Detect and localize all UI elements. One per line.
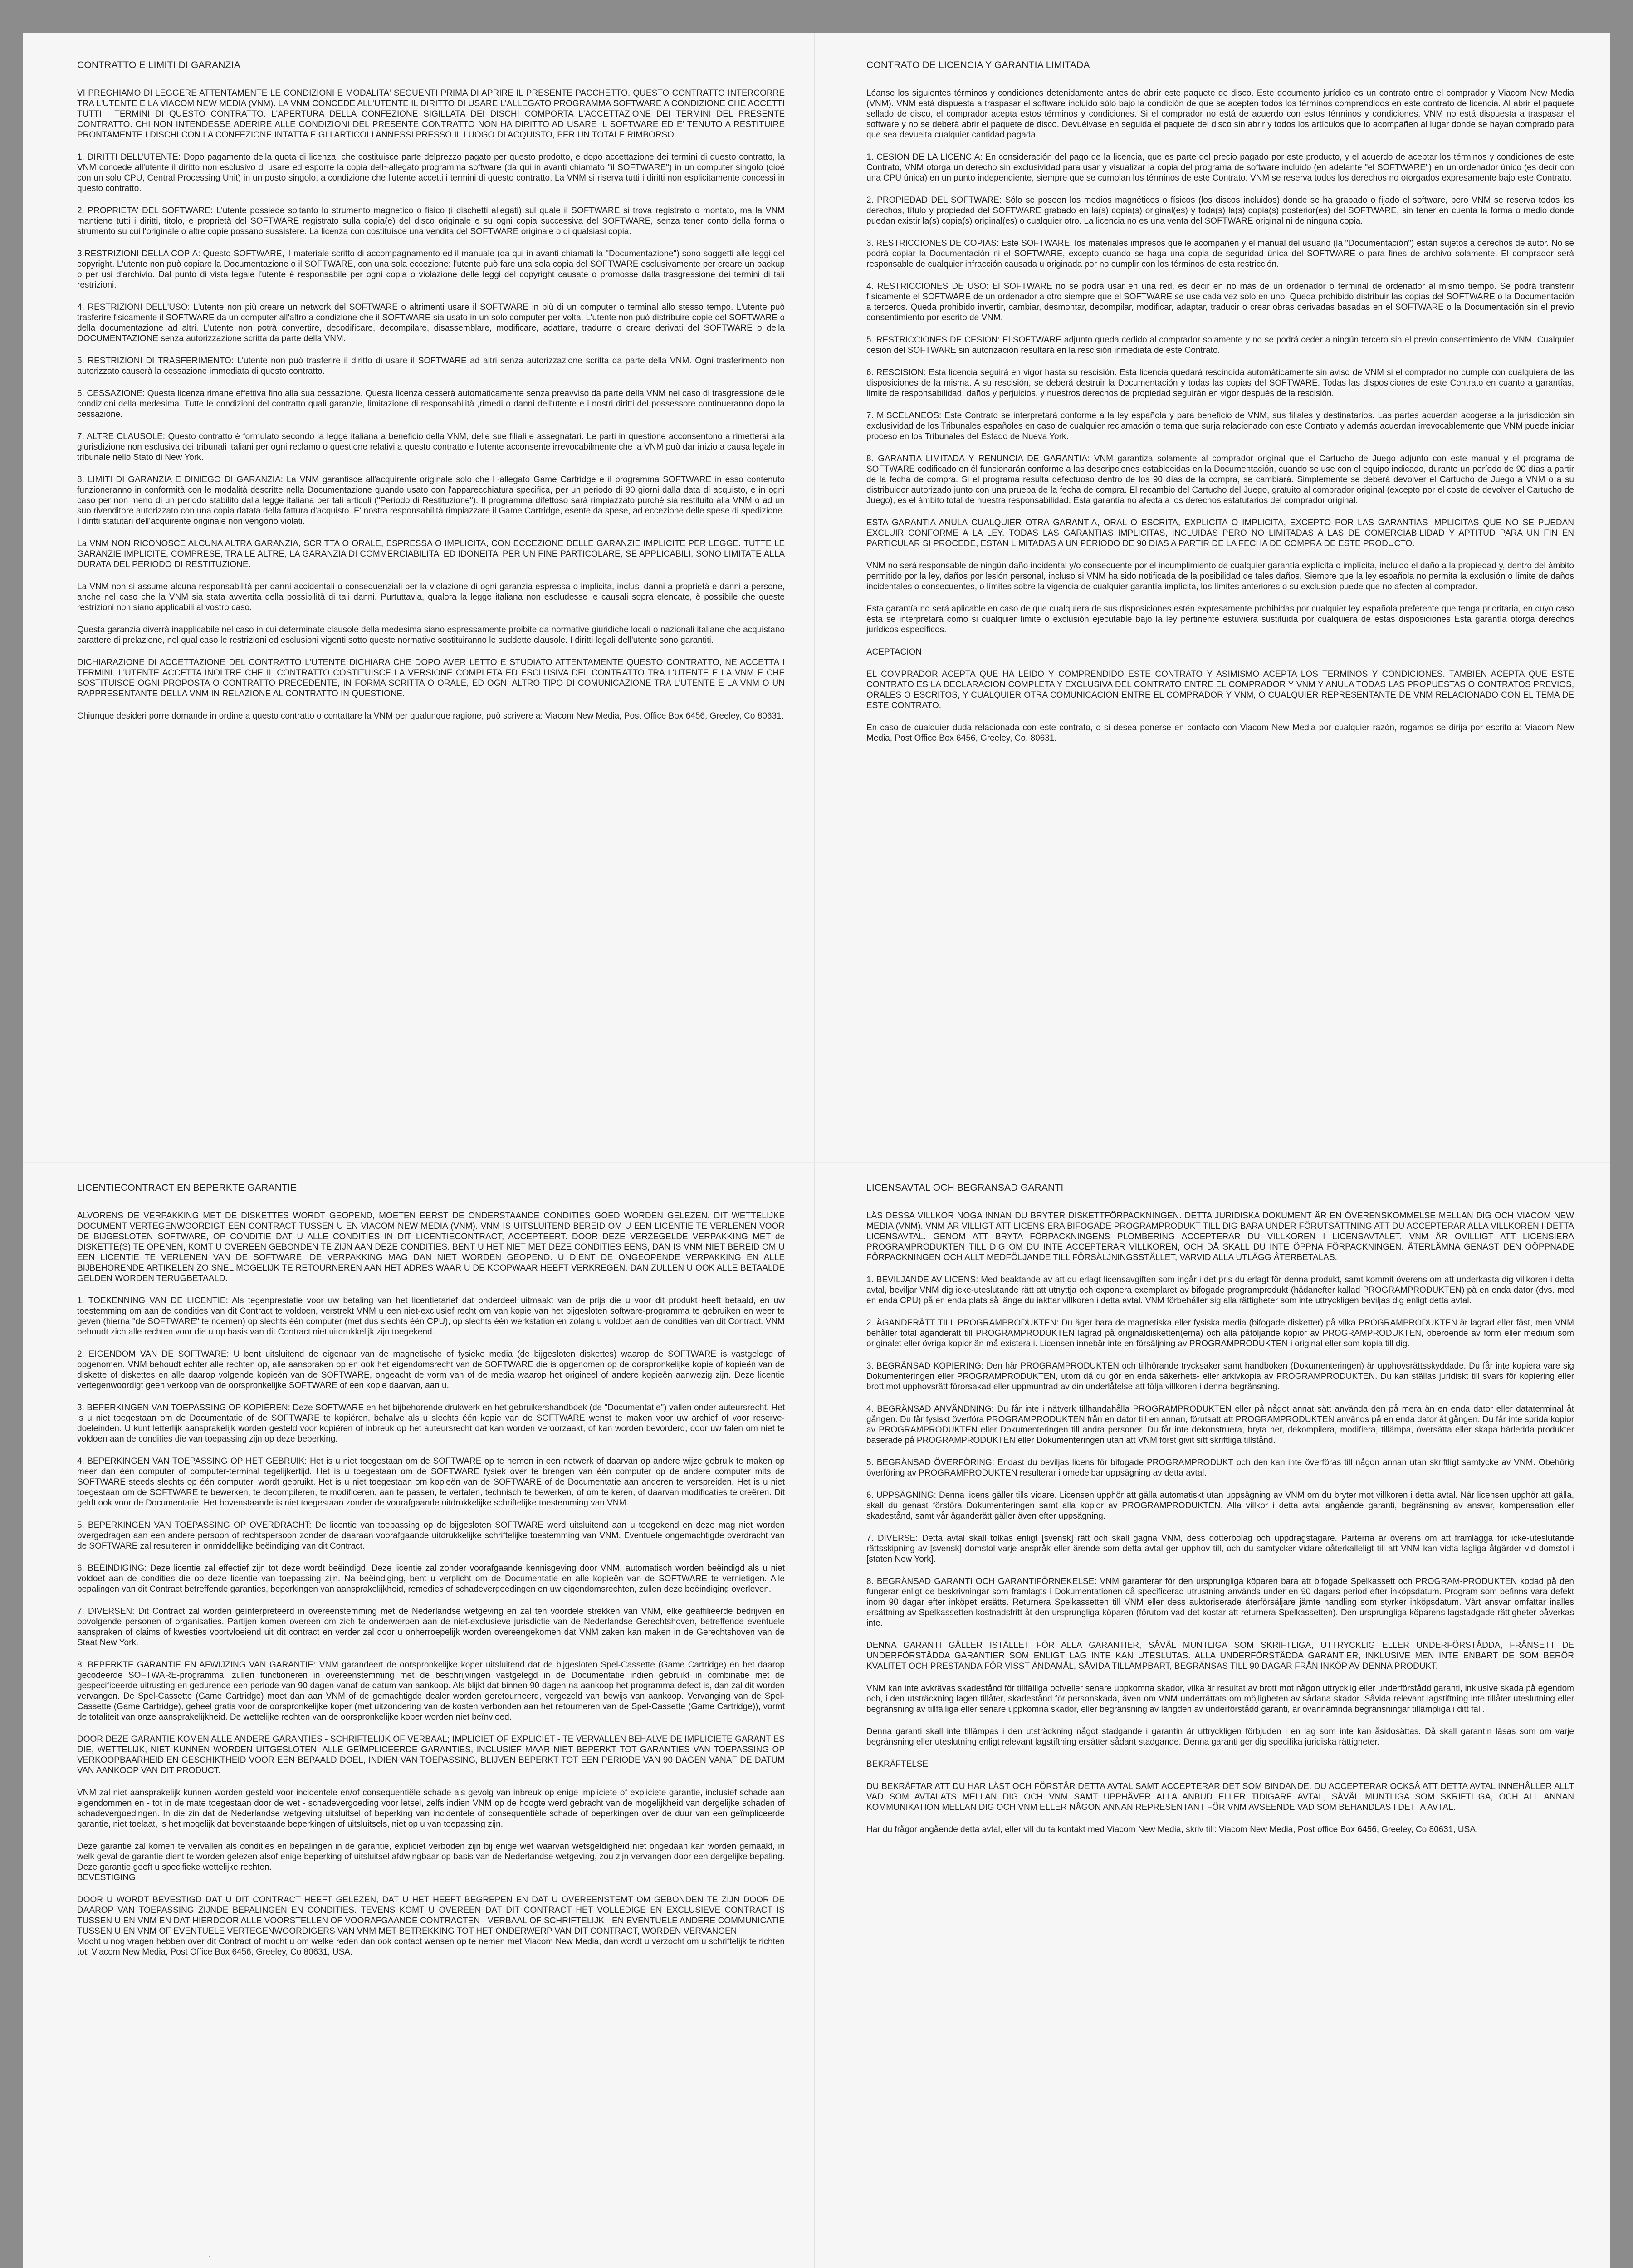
paragraph: ALVORENS DE VERPAKKING MET DE DISKETTES WORDT GEOPEND, MOETEN EERST DE ONDERSTAANDE CONDITIES GOED WORDEN GELEZEN. DIT WETTELIJKE DOCUMENT VERTEGENWOORDIGT EEN CONTRACT TUSSEN U EN VIACOM NEW MEDIA (VNM). VNM IS UITSLUITEND BEREID OM U EEN LICENTIE TE VERLENEN VOOR DE BIJGESLOTEN SOFTWARE, OP CONDITIE DAT U ALLE CONDITIES IN DIT LICENTIECONTRACT, ACCEPTEERT. DOOR DEZE VERZEGELDE VERPAKKING MET de DISKETTE(S) TE OPENEN, KOMT U OVEREEN GEBONDEN TE ZIJN AAN DEZE CONDITIES. BENT U HET NIET MET DEZE CONDITIES EENS, DAN IS VNM NIET BEREID OM U EEN LICENTIE TE VERLENEN VAN DE SOFTWARE. DE VERPAKKING MAG DAN NIET WORDEN GEOPEND. U DIENT DE ONGEOPENDE VERPAKKING EN ALLE BIJBEHORENDE ARTIKELEN ZO SNEL MOGELIJK TE RETOURNEREN AAN HET ADRES WAAR U DE KOOPWAAR HEEFT VERKREGEN. DAN ZULLEN U OOK ALLE BETAALDE GELDEN WORDEN TERUGBETAALD.	[77, 1211, 785, 1283]
paragraph: DOOR DEZE GARANTIE KOMEN ALLE ANDERE GARANTIES - SCHRIFTELIJK OF VERBAAL; IMPLICIET OF EXPLICIET - TE VERVALLEN BEHALVE DE IMPLICIETE GARANTIES DIE, WETTELIJK, NIET KUNNEN WORDEN UITGESLOTEN. ALLE GEÏMPLICEERDE GARANTIES, INCLUSIEF MAAR NIET BEPERKT TOT GARANTIES VAN TOEPASSING OP VERKOOPBAARHEID EN GESCHIKTHEID VOOR EEN BEPAALD DOEL, INDIEN VAN TOEPASSING, BLIJVEN BEPERKT TOT EEN PERIODE VAN 90 DAGEN VANAF DE DATUM VAN AANKOOP VAN DIT PRODUCT.	[77, 1735, 785, 1775]
paragraph: La VNM NON RICONOSCE ALCUNA ALTRA GARANZIA, SCRITTA O ORALE, ESPRESSA O IMPLICITA, CON ECCEZIONE DELLE GARANZIE IMPLICITE PER LEGGE. TUTTE LE GARANZIE IMPLICITE, COMPRESE, TRA LE ALTRE, LA GARANZIA DI COMMERCIABILITA' ED IDONEITA' PER UN FINE PARTICOLARE, SE APPLICABILI, SONO LIMITATE ALLA DURATA DEL PERIODO DI RESTITUZIONE.	[77, 539, 785, 569]
paragraph: 3.RESTRIZIONI DELLA COPIA: Questo SOFTWARE, il materiale scritto di accompagnamento ed il manuale (da qui in avanti chiamati la "Documentazione") sono soggetti alle leggi del copyright. L'utente non può copiare la Documentazione o il SOFTWARE, con una sola eccezione: l'utente può fare una sola copia del SOFTWARE esclusivamente per creare un backup o per usi d'archivio. Dal punto di vista legale l'utente è responsabile per ogni copia o violazione delle leggi del copyright causate o promosse dalla trasgressione dei termini di tali restrizioni.	[77, 249, 785, 290]
paragraph: 4. BEPERKINGEN VAN TOEPASSING OP HET GEBRUIK: Het is u niet toegestaan om de SOFTWARE op te nemen in een netwerk of daarvan op andere wijze gebruik te maken op meer dan één computer of computer-terminal tegelijkertijd. Het is u toegestaan om de SOFTWARE fysiek over te brengen van één computer op de andere computer mits de SOFTWARE steeds slechts op één computer, wordt gebruikt. Het is u niet toegestaan om kopieën van de SOFTWARE of de Documentatie aan anderen te verspreiden. Het is u niet toegestaan om de SOFTWARE te bewerken, te decompileren, te modificeren, aan te passen, te vertalen, technisch te bewerken, of om te keren, of daarvan modificaties te creëren. Dit geldt ook voor de Documentatie. Het bovenstaande is niet toegestaan zonder de voorafgaande uitdrukkelijke schriftelijke toestemming van VNM.	[77, 1457, 785, 1508]
paragraph: 7. MISCELANEOS: Este Contrato se interpretará conforme a la ley española y para beneficio de VNM, sus filiales y destinatarios. Las partes acuerdan acogerse a la jurisdicción sin exclusividad de los Tribunales españoles en caso de cualquier reclamación o tema que surja relacionado con este Contrato y además acuerdan irrevocablemente que VNM puede iniciar proceso en los Tribunales del Estado de Nueva York.	[866, 411, 1574, 441]
paragraph: 3. RESTRICCIONES DE COPIAS: Este SOFTWARE, los materiales impresos que le acompañen y el manual del usuario (la "Documentación") están sujetos a derechos de autor. No se podrá copiar la Documentación ni el SOFTWARE, excepto cuando se haga una copia de seguridad única del SOFTWARE o para fines de archivo solamente. El comprador será responsable de cualquier infracción causada u originada por no cumplir con los términos de esta restricción.	[866, 239, 1574, 269]
paragraph: 8. BEGRÄNSAD GARANTI OCH GARANTIFÖRNEKELSE: VNM garanterar för den ursprungliga köparen bara att bifogade Spelkassett och PROGRAM-PRODUKTEN kodad på den fungerar enligt de beskrivningar som framlagts i Dokumentationen då specificerad utrustning används under en 90 dagars period efter inköpsdatum. Program som befinns vara defekt inom 90 dagar efter inköpet ersätts. Returnera Spelkassetten till VNM eller dess auktoriserade återförsäljare jämte handling som styrker inköpsdatum. Vårt ansvar omfattar inalles ersättning av Spelkassetten kostnadsfritt åt den ursprungliga köparen (förutom vad det kostar att returnera Spelkassetten). Den ursprungliga köparens lagstadgade rättigheter påverkas inte.	[866, 1577, 1574, 1628]
paragraph: Deze garantie zal komen te vervallen als condities en bepalingen in de garantie, expliciet verboden zijn bij enige wet waarvan wetsgeldigheid niet ongedaan kan worden gemaakt, in welk geval de garantie dient te worden gelezen alsof enige beperking of uitsluitsel afdwingbaar op basis van de Nederlandse wetgeving, zou zijn vervangen door een dergelijke bepaling. Deze garantie geeft u specifieke wettelijke rechten. BEVESTIGING	[77, 1842, 785, 1882]
paragraph: 6. CESSAZIONE: Questa licenza rimane effettiva fino alla sua cessazione. Questa licenza cesserà automaticamente senza preavviso da parte della VNM nel caso di trasgressione delle condizioni della medesima. Tutte le condizioni del contratto quali garanzie, limitazione di responsabilità ,rimedi o danni dell'utente e i nostri diritti del possessore continueranno dopo la cessazione.	[77, 389, 785, 419]
paragraph: ESTA GARANTIA ANULA CUALQUIER OTRA GARANTIA, ORAL O ESCRITA, EXPLICITA O IMPLICITA, EXCEPTO POR LAS GARANTIAS IMPLICITAS QUE NO SE PUEDAN EXCLUIR CONFORME A LA LEY. TODAS LAS GARANTIAS IMPLICITAS, INCLUIDAS PERO NO LIMITADAS A LAS DE COMERCIABILIDAD Y APTITUD PARA UN FIN EN PARTICULAR SI PROCEDE, ESTAN LIMITADAS A UN PERIODO DE 90 DIAS A PARTIR DE LA FECHA DE COMPRA DE ESTE PRODUCTO.	[866, 518, 1574, 548]
section-swedish	[866, 1183, 1574, 2135]
paragraph: 1. TOEKENNING VAN DE LICENTIE: Als tegenprestatie voor uw betaling van het licentietarief dat onderdeel uitmaakt van de prijs die u voor dit produkt heeft betaald, en uw toestemming om aan de condities van dit Contract te voldoen, verstrekt VNM u een niet-exclusief recht om van kopie van het bijgesloten software-programma te gebruiken en weer te geven (hierna "de SOFTWARE" te noemen) op slechts één computer (met dus slechts één CPU), op slechts één werkstation en zolang u voldoet aan de condities van dit Contract. VNM behoudt zich alle rechten voor die u op basis van dit Contract niet uitdrukkelijk zijn toegekend.	[77, 1296, 785, 1337]
paragraph: 2. ÄGANDERÄTT TILL PROGRAMPRODUKTEN: Du äger bara de magnetiska eller fysiska media (bifogade disketter) på vilka PROGRAMPRODUKTEN är lagrad eller fäst, men VNM behåller total äganderätt till PROGRAMPRODUKTEN lagrad på originaldisketten(erna) och alla påföljande kopior av PROGRAMPRODUKTEN, oberoende av form eller medium som originalet eller övriga kopior än må existera i. Licensen innebär inte en försäljning av PROGRAMPRODUKTEN i original eller som kopia till dig.	[866, 1318, 1574, 1349]
paragraph: La VNM non si assume alcuna responsabilità per danni accidentali o consequenziali per la violazione di ogni garanzia espressa o implicita, inclusi danni a proprietà e danni a persone, anche nel caso che la VNM sia stata avvertita della possibilità di tali danni. Purtuttavia, qualora la legge italiana non escludesse le causali sopra elencate, è possibile che queste restrizioni non siano applicabili al vostro caso.	[77, 582, 785, 612]
paragraph: DICHIARAZIONE DI ACCETTAZIONE DEL CONTRATTO L'UTENTE DICHIARA CHE DOPO AVER LETTO E STUDIATO ATTENTAMENTE QUESTO CONTRATTO, NE ACCETTA I TERMINI. L'UTENTE ACCETTA INOLTRE CHE IL CONTRATTO COSTITUISCE LA VERSIONE COMPLETA ED ESCLUSIVA DEL CONTRATTO TRA L'UTENTE E LA VNM E CHE SOSTITUISCE OGNI PROPOSTA O CONTRATTO PRECEDENTE, IN FORMA SCRITTA O ORALE, ED OGNI ALTRO TIPO DI COMUNICAZIONE TRA L'UTENTE E LA VNM O UN RAPPRESENTANTE DELLA VNM IN RELAZIONE AL CONTRATTO IN QUESTIONE.	[77, 658, 785, 699]
paragraph: Léanse los siguientes términos y condiciones detenidamente antes de abrir este paquete de disco. Este documento jurídico es un contrato entre el comprador y Viacom New Media (VNM). VNM está dispuesta a traspasar el software incluido sólo bajo la condición de que se acepten todos los términos comprendidos en este contrato de licencia. Al abrir el paquete sellado de disco, el comprador acepta estos términos y condiciones. Si el comprador no está de acuerdo con estos términos y condiciones, VNM no está dispuesta a traspasar el software y no se deberá abrir el paquete de disco. Devuélvase en seguida el paquete del disco sin abrir y todos los artículos que lo acompañen al lugar donde se hayan comprado para que sea devuelta cualquier cantidad pagada.	[866, 88, 1574, 140]
paragraph: 6. UPPSÄGNING: Denna licens gäller tills vidare. Licensen upphör att gälla automatiskt utan uppsägning av VNM om du bryter mot villkoren i detta avtal. När licensen upphör att gälla, skall du genast förstöra Dokumenteringen samt alla kopior av PROGRAMPRODUKTEN. Alla villkor i detta avtal angående garanti, begränsning av ansvar, kompensation eller skadestånd, samt vår äganderätt gäller även efter uppsägning.	[866, 1491, 1574, 1521]
paragraph: 7. ALTRE CLAUSOLE: Questo contratto è formulato secondo la legge italiana a beneficio della VNM, delle sue filiali e assegnatari. Le parti in questione acconsentono a rimettersi alla giurisdizione non esclusiva dei tribunali italiani per ogni reclamo o questione relativi a questo contratto e l'utente acconsente irrevocabilmente che la VNM può dar inizio a causa legale in tribunale nello Stato di New York.	[77, 432, 785, 462]
paragraph: VI PREGHIAMO DI LEGGERE ATTENTAMENTE LE CONDIZIONI E MODALITA' SEGUENTI PRIMA DI APRIRE IL PRESENTE PACCHETTO. QUESTO CONTRATTO INTERCORRE TRA L'UTENTE E LA VIACOM NEW MEDIA (VNM). LA VNM CONCEDE ALL'UTENTE IL DIRITTO DI USARE L'ALLEGATO PROGRAMMA SOFTWARE A CONDIZIONE CHE ACCETTI TUTTI I TERMINI DI QUESTO CONTRATTO. L'APERTURA DELLA CONFEZIONE SIGILLATA DEI DISCHI COMPORTA L'ACCETTAZIONE DEI TERMINI DEL PRESENTE CONTRATTO. CHI NON INTENDESSE ADERIRE ALLE CONDIZIONI DEL PRESENTE CONTRATTO NON HA DIRITTO AD USARE IL SOFTWARE ED E' TENUTO A RESTITUIRE PRONTAMENTE I DISCHI CON LA CONFEZIONE INTATTA E GLI ARTICOLI ANNESSI PRESSO IL LUOGO DI ACQUISTO, PER UN TOTALE RIMBORSO.	[77, 88, 785, 140]
paragraph: 2. EIGENDOM VAN DE SOFTWARE: U bent uitsluitend de eigenaar van de magnetische of fysieke media (de bijgesloten diskettes) waarop de SOFTWARE is vastgelegd of opgenomen. VNM behoudt echter alle rechten op, alle aanspraken op en ook het eigendomsrecht van de SOFTWARE die is opgenomen op de oorspronkelijke kopie of kopieën van de diskette of diskettes en alle daarop volgende kopieën van de SOFTWARE, ongeacht de vorm van of de media waarop het origineel of andere kopieën aanwezig zijn. Deze licentie vertegenwoordigt geen verkoop van de oorspronkelijke SOFTWARE of een kopie daarvan, aan u.	[77, 1349, 785, 1390]
section-title: LICENSAVTAL OCH BEGRÄNSAD GARANTI	[866, 1183, 1064, 1193]
paragraph: VNM kan inte avkrävas skadestånd för tillfälliga och/eller senare uppkomna skador, vilka är resultat av brott mot någon uttrycklig eller underförstådd garanti, inklusive skada på egendom och, i den utsträckning lagen tillåter, skadestånd för personskada, även om VNM underrättats om möjligheten av sådana skador. Såvida relevant lagstiftning inte tillåter uteslutning eller begränsning av tillfälliga eller senare uppkomna skador, eller begränsning av längden av underförstådd garanti, är ovannämnda begränsningar tillämpliga i ditt fall.	[866, 1684, 1574, 1714]
paragraph: BEKRÄFTELSE	[866, 1760, 929, 1769]
paragraph: Denna garanti skall inte tillämpas i den utsträckning något stadgande i garantin är uttryckligen förbjuden i en lag som inte kan åsidosättas. Då skall garantin läsas som om varje begränsning eller uteslutning enligt relevant lagstiftning ersätter sådant stadgande. Denna garanti ger dig specifika juridiska rättigheter.	[866, 1727, 1574, 1747]
paragraph: En caso de cualquier duda relacionada con este contrato, o si desea ponerse en contacto con Viacom New Media por cualquier razón, rogamos se dirija por escrito a: Viacom New Media, Post Office Box 6456, Greeley, Co. 80631.	[866, 723, 1574, 743]
paragraph: 4. RESTRIZIONI DELL'USO: L'utente non più creare un network del SOFTWARE o altrimenti usare il SOFTWARE in più di un computer o terminal allo stesso tempo. L'utente può trasferire fisicamente il SOFTWARE da un computer all'altro a condizione che il SOFTWARE sia usato in un solo computer per volta. L'utente non può distribuire copie del SOFTWARE o della documentazione ad altri. L'utente non potrà convertire, decodificare, decompilare, disassemblare, modificare, adattare, tradurre o creare derivati del SOFTWARE o della DOCUMENTAZIONE senza autorizzazione scritta da parte della VNM.	[77, 303, 785, 343]
paragraph: DU BEKRÄFTAR ATT DU HAR LÄST OCH FÖRSTÅR DETTA AVTAL SAMT ACCEPTERAR DET SOM BINDANDE. DU ACCEPTERAR OCKSÅ ATT DETTA AVTAL INNEHÅLLER ALLT VAD SOM AVTALATS MELLAN DIG OCH VNM SAMT UPPHÄVER ALLA ANBUD ELLER TIDIGARE AVTAL, SÅVÄL MUNTLIGA SOM SKRIFTLIGA, OCH ALL ANNAN KOMMUNIKATION MELLAN DIG OCH VNM ELLER NÅGON ANNAN REPRESENTANT FÖR VNM AVSEENDE VAD SOM BEHANDLAS I DETTA AVTAL.	[866, 1782, 1574, 1812]
paragraph: 1. DIRITTI DELL'UTENTE: Dopo pagamento della quota di licenza, che costituisce parte delprezzo pagato per questo prodotto, e dopo accettazione dei termini di questo contratto, la VNM concede all'utente il diritto non esclusivo di usare ed esporre la copia dell~allegato programma software (da qui in avanti chiamato "il SOFTWARE") in un computer singolo (cioè con un solo CPU, Central Processing Unit) in un posto singolo, a condizione che l'utente accetti i termini di questo contratto. La VNM si riserva tutti i diritti non esplicitamente concessi in questo contratto.	[77, 152, 785, 193]
paragraph: Questa garanzia diverrà inapplicabile nel caso in cui determinate clausole della medesima siano espressamente proibite da normative giuridiche locali o nazionali italiane che acquistano carattere di prelazione, nel qual caso le restrizioni ed esclusioni vigenti sotto queste normative sostituiranno le suddette clausole. I diritti legali dell'utente sono garantiti.	[77, 625, 785, 645]
paragraph: 6. RESCISION: Esta licencia seguirá en vigor hasta su rescisión. Esta licencia quedará rescindida automáticamente sin aviso de VNM si el comprador no cumple con cualquiera de las disposiciones de la misma. A su rescisión, se deberá destruir la Documentación y todas las copias del SOFTWARE. Todas las disposiciones de este Contrato en cuanto a garantías, límite de responsabilidad, daños y perjuicios, y nuestros derechos de propiedad seguirán en vigor después de la rescisión.	[866, 368, 1574, 398]
paragraph: DOOR U WORDT BEVESTIGD DAT U DIT CONTRACT HEEFT GELEZEN, DAT U HET HEEFT BEGREPEN EN DAT U OVEREENSTEMT OM GEBONDEN TE ZIJN DOOR DE DAAROP VAN TOEPASSING ZIJNDE BEPALINGEN EN CONDITIES. TEVENS KOMT U OVEREEN DAT DIT CONTRACT HET VOLLEDIGE EN EXCLUSIEVE CONTRACT IS TUSSEN U EN VNM EN DAT HIERDOOR ALLE VOORSTELLEN OF VOORAFGAANDE CONTRACTEN - VERBAAL OF SCHRIFTELIJK - EN EVENTUELE ANDERE COMMUNICATIE TUSSEN U EN VNM OF EVENTUELE VERTEGENWOORDIGERS VAN VNM MET BETREKKING TOT HET ONDERWERP VAN DIT CONTRACT, WORDEN VERVANGEN. Mocht u nog vragen hebben over dit Contract of mocht u om welke reden dan ook contact wensen op te nemen met Viacom New Media, dan wordt u verzocht om u schriftelijk te richten tot: Viacom New Media, Post Office Box 6456, Greeley, Co 80631, USA.	[77, 1895, 785, 1957]
paragraph: 5. BEPERKINGEN VAN TOEPASSING OP OVERDRACHT: De licentie van toepassing op de bijgesloten SOFTWARE werd uitsluitend aan u toegekend en deze mag niet worden overgedragen aan een andere persoon of rechtspersoon zonder de daaraan voorafgaande uitdrukkelijke schriftelijke toestemming van VNM. Eventuele ongemachtigde overdracht van de SOFTWARE zal resulteren in onmiddellijke beëindiging van dit Contract.	[77, 1520, 785, 1551]
paragraph: VNM zal niet aansprakelijk kunnen worden gesteld voor incidentele en/of consequentiële schade als gevolg van inbreuk op enige impliciete of expliciete garantie, inclusief schade aan eigendommen en - tot in de mate toegestaan door de wet - schadevergoeding voor letsel, zelfs indien VNM op de hoogte werd gebracht van de mogelijkheid van dergelijke schaden of schadevergoedingen. In die zin dat de Nederlandse wetgeving uitsluitsel of beperking van incidentele of consequentiële schade of beperkingen over de duur van een geïmpliceerde garantie, niet toelaat, is het mogelijk dat bovenstaande beperkingen of uitsluitsels, niet op u van toepassing zijn.	[77, 1788, 785, 1829]
paragraph: DENNA GARANTI GÄLLER ISTÄLLET FÖR ALLA GARANTIER, SÅVÄL MUNTLIGA SOM SKRIFTLIGA, UTTRYCKLIG ELLER UNDERFÖRSTÅDDA, FRÅNSETT DE UNDERFÖRSTÅDDA GARANTIER SOM ENLIGT LAG INTE KAN UTESLUTAS. ALLA UNDERFÖRSTÅDDA GARANTIER, INKLUSIVE MEN INTE ENBART DE SOM BERÖR KVALITET OCH PRESTANDA FÖR VISST ÄNDAMÅL, SÅVIDA TILLÄMPBART, BEGRÄNSAS TILL 90 DAGAR FRÅN INKÖP AV DENNA PRODUKT.	[866, 1641, 1574, 1671]
paragraph: EL COMPRADOR ACEPTA QUE HA LEIDO Y COMPRENDIDO ESTE CONTRATO Y ASIMISMO ACEPTA LOS TERMINOS Y CONDICIONES. TAMBIEN ACEPTA QUE ESTE CONTRATO ES LA DECLARACION COMPLETA Y EXCLUSIVA DEL CONTRATO ENTRE EL COMPRADOR Y VNM Y ANULA TODAS LAS PROPUESTAS O CONTRATOS PREVIOS, ORALES O ESCRITOS, Y CUALQUIER OTRA COMUNICACION ENTRE EL COMPRADOR Y VNM, O CUALQUIER REPRESENTANTE DE VNM RELACIONADO CON EL TEMA DE ESTE CONTRATO.	[866, 670, 1574, 710]
paragraph: 6. BEËINDIGING: Deze licentie zal effectief zijn tot deze wordt beëindigd. Deze licentie zal zonder voorafgaande kennisgeving door VNM, automatisch worden beëindigd als u niet voldoet aan de condities die op deze licentie van toepassing zijn. Na beëindiging, bent u verplicht om de Documentatie en alle kopieën van de SOFTWARE te vernietigen. Alle bepalingen van dit Contract betreffende garanties, beperkingen van aansprakelijkheid, remedies of schadevergoedingen en uw eigendomsrechten, zullen deze beëindiging overleven.	[77, 1564, 785, 1594]
paragraph: 5. BEGRÄNSAD ÖVERFÖRING: Endast du beviljas licens för bifogade PROGRAMPRODUKT och den kan inte överföras till någon annan utan skriftligt samtycke av VNM. Obehörig överföring av PROGRAMPRODUKTEN resulterar i omedelbar uppsägning av detta avtal.	[866, 1458, 1574, 1478]
horizontal-fold-line	[23, 1162, 1610, 1163]
paragraph: 8. BEPERKTE GARANTIE EN AFWIJZING VAN GARANTIE: VNM garandeert de oorspronkelijke koper uitsluitend dat de bijgesloten Spel-Cassette (Game Cartridge) en het daarop gecodeerde SOFTWARE-programma, zullen functioneren in overeenstemming met de beschrijvingen vastgelegd in de Documentatie indien gebruikt in combinatie met de gespecificeerde uitrusting en gedurende een periode van 90 dagen vanaf de datum van aankoop. Als blijkt dat binnen 90 dagen na aankoop het programma defect is, dan zal dit worden vervangen. De Spel-Cassette (Game Cartridge) moet dan aan VNM of de gemachtigde dealer worden geretourneerd, vergezeld van bewijs van aankoop. Vervanging van de Spel-Cassette (Game Cartridge), geheel gratis voor de oorspronkelijke koper (met uitzondering van de kosten verbonden aan het retourneren van de Spel-Cassette (Game Cartridge)), vormt de totaliteit van onze aansprakelijkheid. De wettelijke rechten van de oorspronkelijke koper worden niet beïnvloed.	[77, 1660, 785, 1722]
paragraph: 1. BEVILJANDE AV LICENS: Med beaktande av att du erlagt licensavgiften som ingår i det pris du erlagt för denna produkt, samt kommit överens om att underkasta dig villkoren i detta avtal, beviljar VNM dig icke-uteslutande rätt att utnyttja och exponera exemplaret av bifogade programprodukt (hädanefter kallad PROGRAMPRODUKTEN) på en enda dator (dvs. med en enda CPU) på en enda plats så länge du iakttar villkoren i detta avtal. VNM förbehåller sig alla rättigheter som inte uttryckligen beviljas dig enligt detta avtal.	[866, 1275, 1574, 1305]
paragraph: 4. RESTRICCIONES DE USO: El SOFTWARE no se podrá usar en una red, es decir en no más de un ordenador o terminal de ordenador al mismo tiempo. Se podrá transferir físicamente el SOFTWARE de un ordenador a otro siempre que el SOFTWARE se use cada vez sólo en uno. Queda prohibido distribuir las copias del SOFTWARE o la Documentación a terceros. Queda prohibido invertir, cambiar, desmontar, decompilar, modificar, adaptar, traducir o crear obras derivadas basadas en el SOFTWARE o la Documentación sin el previo consentimiento por escrito de VNM.	[866, 282, 1574, 323]
paragraph: 8. LIMITI DI GARANZIA E DINIEGO DI GARANZIA: La VNM garantisce all'acquirente originale solo che l~allegato Game Cartridge e il programma SOFTWARE in esso contenuto funzioneranno in conformità con le modalità descritte nella Documentazione quando usato con l'apparecchiatura specifica, per un periodo di 90 giorni dalla data di acquisto, e in ogni caso per non meno di un periodo stabilito dalla legge italiana per tali articoli ("Periodo di Restituzione"). Il programma difettoso sarà rimpiazzato purché sia restituito alla VNM o ad un suo rivenditore autorizzato con una copia datata della fattura d'acquisto. E' nostra responsabilità rimpiazzare il Game Cartridge, esente da spese, ad eccezione delle spese di spedizione. I diritti statutari dell'acquirente originale non vengono violati.	[77, 475, 785, 526]
paragraph: ACEPTACION	[866, 647, 922, 657]
paragraph: 5. RESTRIZIONI DI TRASFERIMENTO: L'utente non può trasferire il diritto di usare il SOFTWARE ad altri senza autorizzazione scritta da parte della VNM. Ogni trasferimento non autorizzato causerà la cessazione immediata di questo contratto.	[77, 356, 785, 376]
paragraph: LÄS DESSA VILLKOR NOGA INNAN DU BRYTER DISKETTFÖRPACKNINGEN. DETTA JURIDISKA DOKUMENT ÄR EN ÖVERENSKOMMELSE MELLAN DIG OCH VIACOM NEW MEDIA (VNM). VNM ÄR VILLIGT ATT LICENSIERA BIFOGADE PROGRAMPRODUKT TILL DIG BARA UNDER FÖRUTSÄTTNING ATT DU ACCEPTERAR ALLA VILLKOREN I DETTA LICENSAVTAL. GENOM ATT BRYTA FÖRPACKNINGENS PLOMBERING ACCEPTERAR DU VILLKOREN I LICENSAVTALET. VNM ÄR OVILLIGT ATT LICENSIERA PROGRAMPRODUKTEN TILL DIG OM DU INTE ACCEPTERAR VILLKOREN, OCH DÅ SKALL DU INTE ÖPPNA FÖRPACKNINGEN. ÅTERLÄMNA GENAST DEN OÖPPNADE FÖRPACKNINGEN OCH ALLT MEDFÖLJANDE TILL FÖRSÄLJNINGSSTÄLLET, VARVID ALLA UTLÄGG ÅTERBETALAS.	[866, 1211, 1574, 1262]
paragraph: 2. PROPRIETA' DEL SOFTWARE: L'utente possiede soltanto lo strumento magnetico o fisico (i dischetti allegati) sul quale il SOFTWARE si trova registrato o montato, ma la VNM mantiene tutti i diritti, titolo, e proprietà del SOFTWARE registrato sulla copia(e) del disco originale e su ogni copia successiva del SOFTWARE, senza tener conto della forma o strumento su cui l'originale o altre copie possano sussistere. La licenza con costituisce una vendita del SOFTWARE originale o di qualsiasi copia.	[77, 206, 785, 236]
section-body	[77, 1211, 785, 1957]
paragraph: 1. CESION DE LA LICENCIA: En consideración del pago de la licencia, que es parte del precio pagado por este producto, y el acuerdo de aceptar los términos y condiciones de este Contrato, VNM otorga un derecho sin exclusividad para usar y visualizar la copia del programa de software incluido (en adelante "el SOFTWARE") en un ordenador único (es decir con una CPU única) en un punto independiente, siempre que se cumplan los términos de este Contrato. VNM se reserva todos los derechos no otorgados expresamente bajo este Contrato.	[866, 152, 1574, 183]
paragraph: Chiunque desideri porre domande in ordine a questo contratto o contattare la VNM per qualunque ragione, può scrivere a: Viacom New Media, Post Office Box 6456, Greeley, Co 80631.	[77, 711, 784, 721]
section-spanish	[866, 60, 1574, 1012]
paragraph: 5. RESTRICCIONES DE CESION: El SOFTWARE adjunto queda cedido al comprador solamente y no se podrá ceder a ningún tercero sin el previo consentimiento de VNM. Cualquier cesión del SOFTWARE sin autorización resultará en la rescisión inmediata de este Contrato.	[866, 335, 1574, 355]
paragraph: Har du frågor angående detta avtal, eller vill du ta kontakt med Viacom New Media, skriv till: Viacom New Media, Post office Box 6456, Greeley, Co 80631, USA.	[866, 1825, 1478, 1834]
section-body	[866, 1211, 1574, 1835]
section-title: CONTRATO DE LICENCIA Y GARANTIA LIMITADA	[866, 60, 1090, 70]
section-title: LICENTIECONTRACT EN BEPERKTE GARANTIE	[77, 1183, 297, 1193]
document-sheet	[23, 33, 1610, 2268]
footer-mark: .	[209, 2251, 211, 2258]
section-title: CONTRATTO E LIMITI DI GARANZIA	[77, 60, 240, 70]
paragraph: 8. GARANTIA LIMITADA Y RENUNCIA DE GARANTIA: VNM garantiza solamente al comprador original que el Cartucho de Juego adjunto con este manual y el programa de SOFTWARE codificado en él funcionarán conforme a las descripciones establecidas en la Documentación, cuando se use con el equipo indicado, durante un período de 90 días a partir de la fecha de compra. Si el programa resulta defectuoso dentro de los 90 días de la compra, se cambiará. Simplemente se deberá devolver el Cartucho de Juego a VNM o a su distribuidor autorizado junto con una prueba de la fecha de compra. El recambio del Cartucho del Juego, gratuito al comprador original (excepto por el coste de devolver el Cartucho de Juego), es el ámbito total de nuestra responsabilidad. Esta garantía no afecta a los derechos estatutarios del comprador original.	[866, 454, 1574, 505]
paragraph: 4. BEGRÄNSAD ANVÄNDNING: Du får inte i nätverk tillhandahålla PROGRAMPRODUKTEN eller på något annat sätt använda den på mera än en enda dator eller dataterminal åt gången. Du får fysiskt överföra PROGRAMPRODUKTEN från en dator till en annan, förutsatt att PROGRAMPRODUKTEN används på en enda dator åt gången. Du får inte sprida kopior av PROGRAMPRODUKTEN eller Dokumenteringen till andra personer. Du får inte dekonstruera, bryta ner, dekompilera, modifiera, tillämpa, översätta eller skapa härledda produkter baserade på PROGRAMPRODUKTEN eller Dokumenteringen utan att VNM först givit sitt skriftliga tillstånd.	[866, 1404, 1574, 1445]
paragraph: Esta garantía no será aplicable en caso de que cualquiera de sus disposiciones estén expresamente prohibidas por cualquier ley española preferente que tenga prioritaria, en cuyo caso ésta se interpretará como si cualquier límite o exclusión ejecutable bajo la ley pertinente estuviera sustituida por cualquiera de estas disposiciones Esta garantía otorga derechos jurídicos específicos.	[866, 604, 1574, 635]
paragraph: 2. PROPIEDAD DEL SOFTWARE: Sólo se poseen los medios magnéticos o físicos (los discos incluidos) donde se ha grabado o fijado el software, pero VNM se reserva todos los derechos, título y propiedad del SOFTWARE grabado en la(s) copia(s) original(es) y toda(s) la(s) copia(s) posterior(es) del SOFTWARE, sin tener en cuenta la forma o medio donde puedan existir la(s) copia(s) original(es) o cualquier otro. La licencia no es una venta del SOFTWARE original ni de ninguna copia.	[866, 196, 1574, 226]
section-body	[77, 88, 785, 721]
section-dutch	[77, 1183, 785, 2135]
section-body	[866, 88, 1574, 743]
paragraph: 7. DIVERSEN: Dit Contract zal worden geïnterpreteerd in overeenstemming met de Nederlandse wetgeving en zal ten voordele strekken van VNM, elke geaffilieerde bedrijven en opvolgende personen of organisaties. Partijen komen overeen om zich te onderwerpen aan de niet-exclusieve jurisdictie van de Nederlandse Gerechtshoven, betreffende eventuele aanspraken of claims of kwesties voortvloeiend uit dit contract en verder zal door u onherroepelijk worden overeengekomen dat VNM zaken kan maken in de Gerechtshoven van de Staat New York.	[77, 1607, 785, 1647]
paragraph: 3. BEPERKINGEN VAN TOEPASSING OP KOPIËREN: Deze SOFTWARE en het bijbehorende drukwerk en het gebruikershandboek (de "Documentatie") vallen onder auteursrecht. Het is u niet toegestaan om de Documentatie of de SOFTWARE te kopiëren, behalve als u slechts één kopie van de SOFTWARE wenst te maken voor uw archief of voor reserve-doeleinden. U kunt letterlijk aansprakelijk worden gesteld voor kopiëren of inbreuk op het auteursrecht dat kan worden veroorzaakt, of kan worden bevorderd, door uw falen om niet te voldoen aan de condities die van toepassing zijn op deze beperking.	[77, 1403, 785, 1444]
paragraph: VNM no será responsable de ningún daño incidental y/o consecuente por el incumplimiento de cualquier garantía explícita o implícita, incluido el daño a la propiedad y, dentro del ámbito permitido por la ley, daños por lesión personal, incluso si VNM ha sido notificada de la posibilidad de tales daños. Siempre que la ley española no permita la exclusión o límite de daños incidentales o consecuentes, o límites sobre la vigencia de cualquier garantía implícita, los límites anteriores o su exclusión puede que no afecten al comprador.	[866, 561, 1574, 591]
paragraph: 7. DIVERSE: Detta avtal skall tolkas enligt [svensk] rätt och skall gagna VNM, dess dotterbolag och uppdragstagare. Parterna är överens om att framlägga för icke-uteslutande rättsskipning av [svensk] domstol varje anspråk eller ärende som detta avtal ger upphov till, och du samtycker vidare oåterkalleligt till att VNM kan vidta lagliga åtgärder vid domstol i [staten New York].	[866, 1534, 1574, 1564]
vertical-fold-line	[814, 33, 815, 2268]
paragraph: 3. BEGRÄNSAD KOPIERING: Den här PROGRAMPRODUKTEN och tillhörande trycksaker samt handboken (Dokumenteringen) är upphovsrättsskyddade. Du får inte kopiera vare sig Dokumenteringen eller PROGRAMPRODUKTEN, utom då du gör en enda säkerhets- eller arkivkopia av PROGRAMPRODUKTEN. Du kan ställas juridiskt till svars för kopiering eller brott mot upphovsrätt förorsakad eller uppmuntrad av din underlåtelse att följa villkoren i denna begränsning.	[866, 1361, 1574, 1392]
section-italian	[77, 60, 785, 1012]
